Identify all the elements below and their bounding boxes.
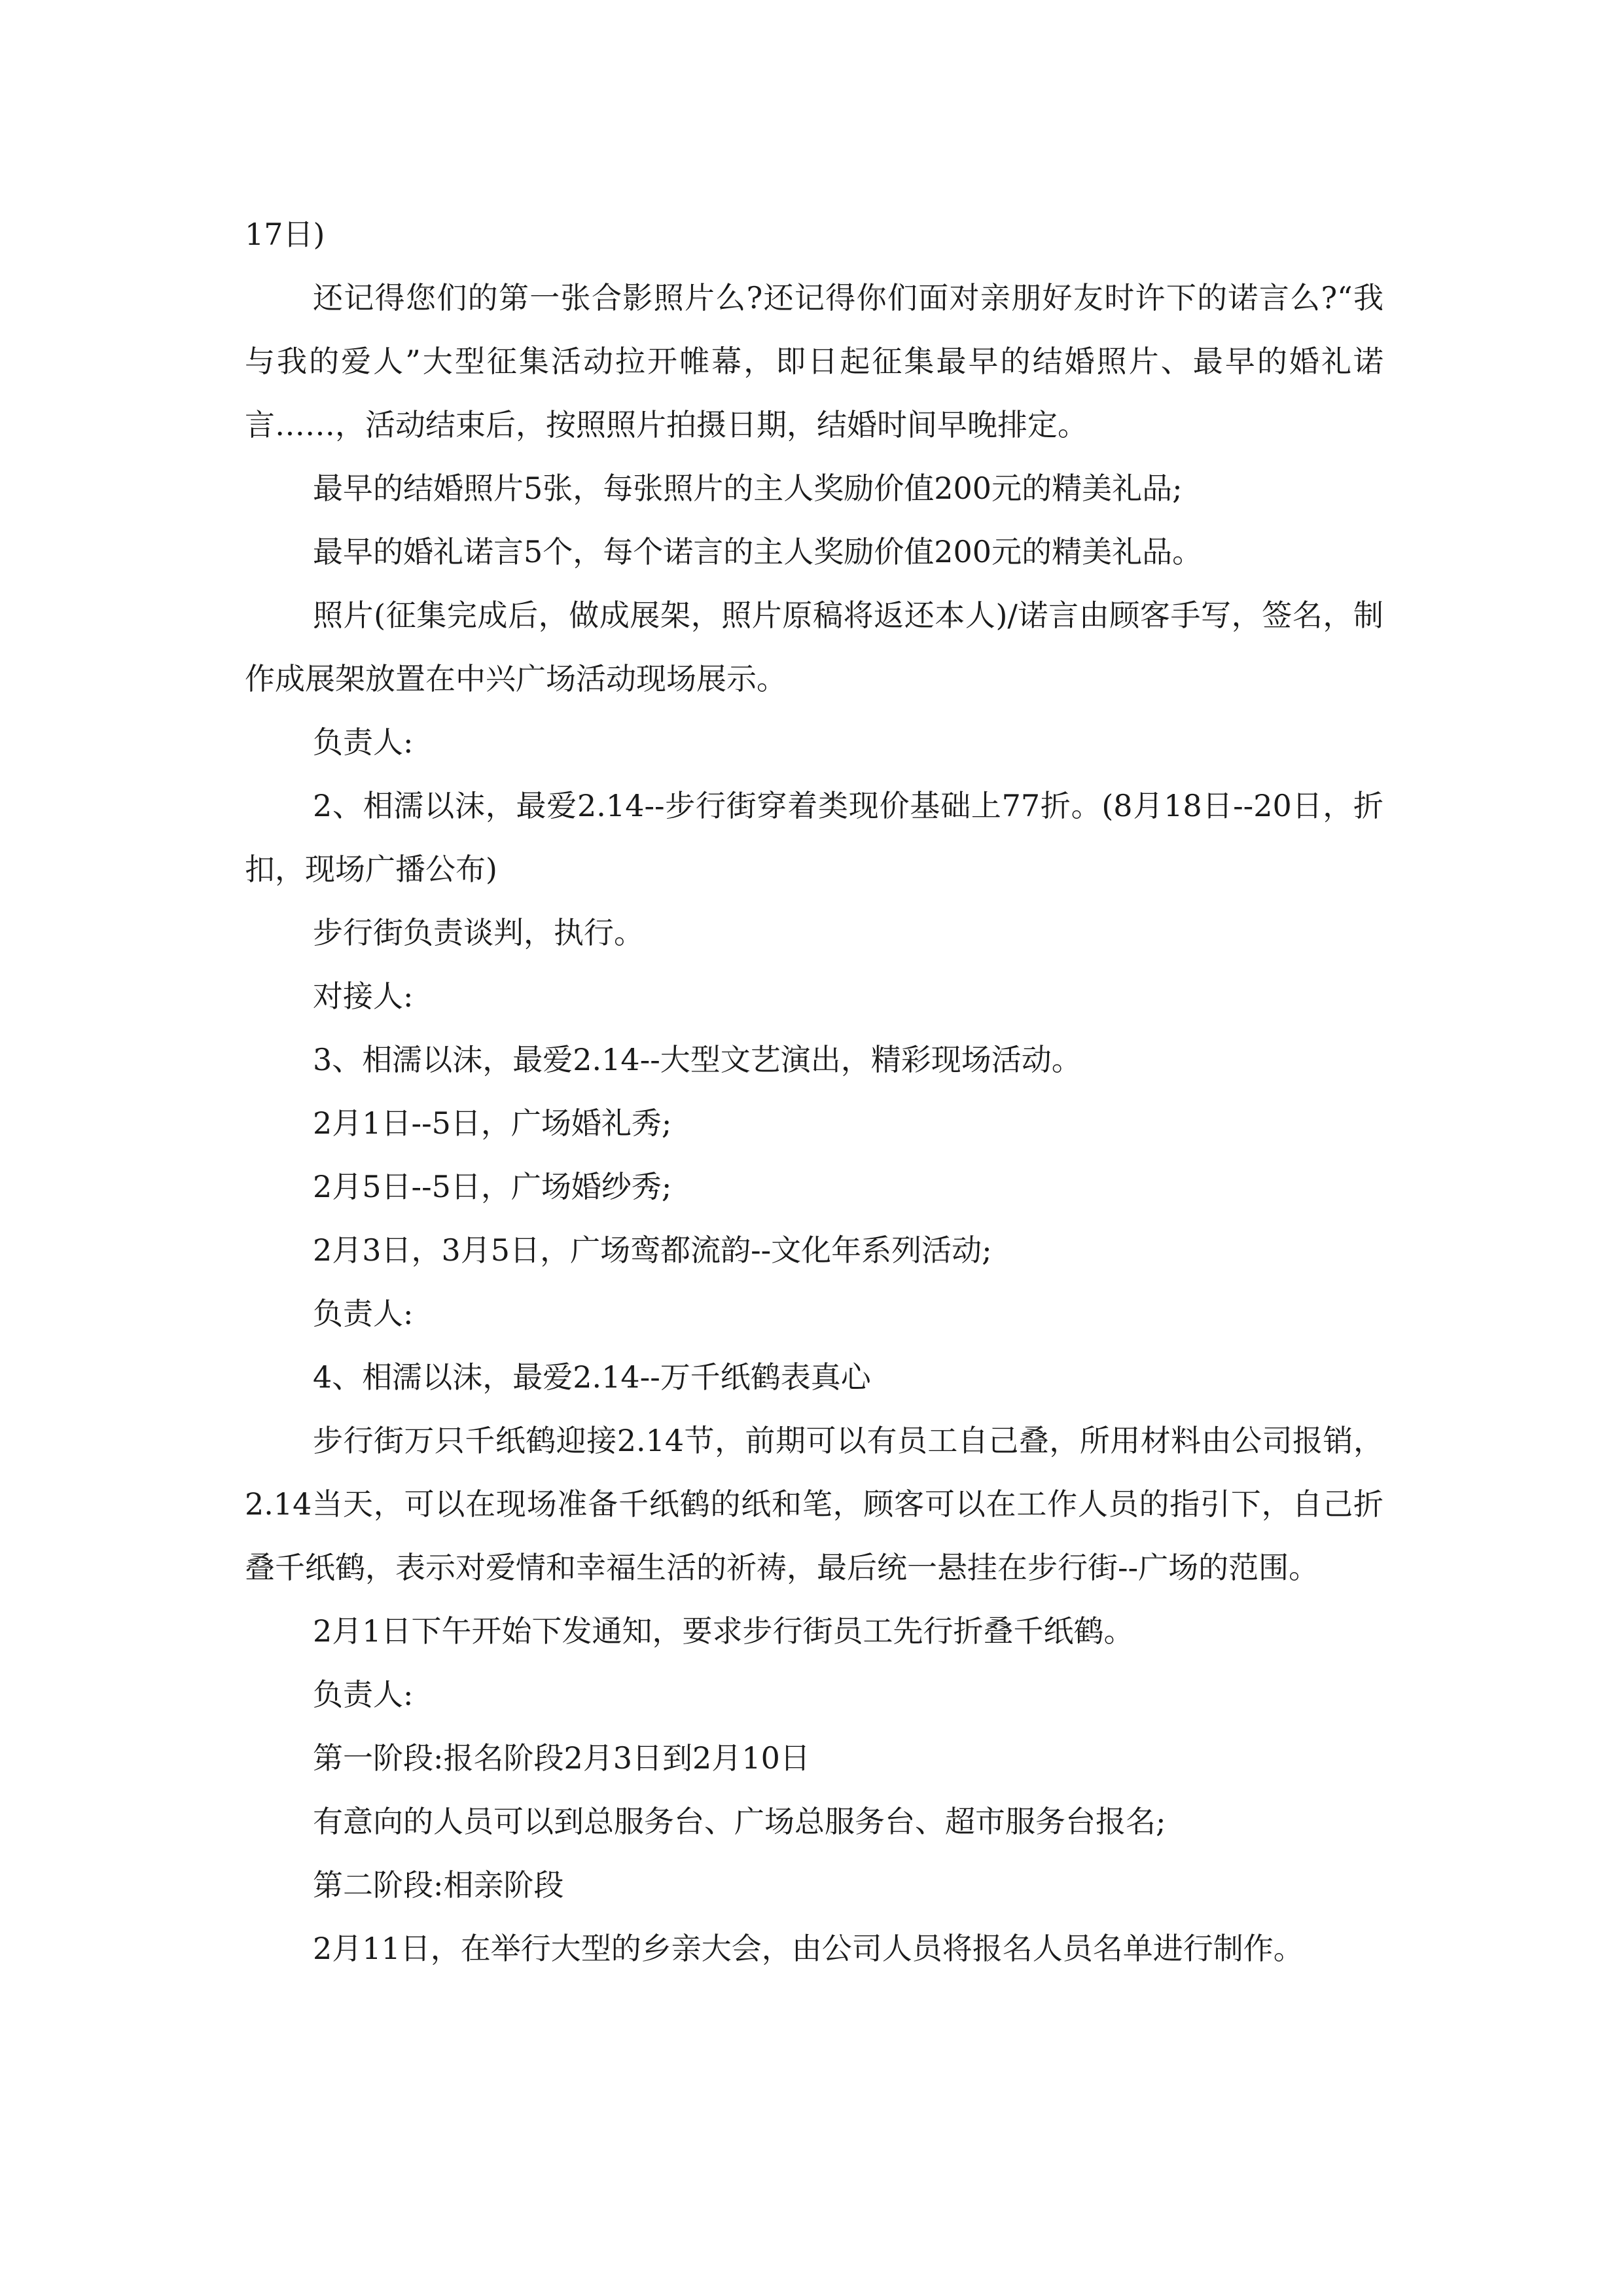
paragraph: 2月1日下午开始下发通知，要求步行街员工先行折叠千纸鹤。: [313, 1613, 1134, 1649]
paragraph: 对接人:: [313, 978, 414, 1014]
paragraph: 2月1日--5日，广场婚礼秀;: [313, 1105, 672, 1141]
paragraph: 第二阶段:相亲阶段: [313, 1867, 564, 1903]
paragraph: 还记得您们的第一张合影照片么?还记得你们面对亲朋好友时许下的诺言么?“我与我的爱人”大型征集活动拉开帷幕，即日起征集最早的结婚照片、最早的婚礼诺言……，活动结束后，按照照片拍摄日期，结婚时间早晚排定。: [245, 280, 1383, 442]
paragraph: 负责人:: [313, 1296, 414, 1331]
paragraph: 负责人:: [313, 1677, 414, 1712]
paragraph: 最早的婚礼诺言5个，每个诺言的主人奖励价值200元的精美礼品。: [313, 534, 1203, 569]
paragraph: 2月5日--5日，广场婚纱秀;: [313, 1169, 672, 1204]
paragraph: 2、相濡以沫，最爱2.14--步行街穿着类现价基础上77折。(8月18日--20日，折扣，现场广播公布): [245, 788, 1383, 887]
paragraph: 2月11日，在举行大型的乡亲大会，由公司人员将报名人员名单进行制作。: [313, 1931, 1304, 1966]
paragraph: 4、相濡以沫，最爱2.14--万千纸鹤表真心: [313, 1359, 871, 1395]
paragraph: 照片(征集完成后，做成展架，照片原稿将返还本人)/诺言由顾客手写，签名，制作成展架放置在中兴广场活动现场展示。: [245, 598, 1383, 696]
paragraph: 步行街负责谈判，执行。: [313, 915, 644, 950]
paragraph: 17日): [245, 217, 325, 252]
paragraph: 最早的结婚照片5张，每张照片的主人奖励价值200元的精美礼品;: [313, 471, 1183, 506]
paragraph: 步行街万只千纸鹤迎接2.14节，前期可以有员工自己叠，所用材料由公司报销，2.14当天，可以在现场准备千纸鹤的纸和笔，顾客可以在工作人员的指引下，自己折叠千纸鹤，表示对爱情和幸福生活的祈祷，最后统一悬挂在步行街--广场的范围。: [245, 1423, 1383, 1585]
paragraph: 第一阶段:报名阶段2月3日到2月10日: [313, 1740, 810, 1776]
paragraph: 3、相濡以沫，最爱2.14--大型文艺演出，精彩现场活动。: [313, 1042, 1082, 1077]
paragraph: 负责人:: [313, 725, 414, 760]
paragraph: 有意向的人员可以到总服务台、广场总服务台、超市服务台报名;: [313, 1804, 1166, 1839]
document-body: [245, 203, 1383, 1981]
paragraph: 2月3日，3月5日，广场鸾都流韵--文化年系列活动;: [313, 1232, 992, 1268]
